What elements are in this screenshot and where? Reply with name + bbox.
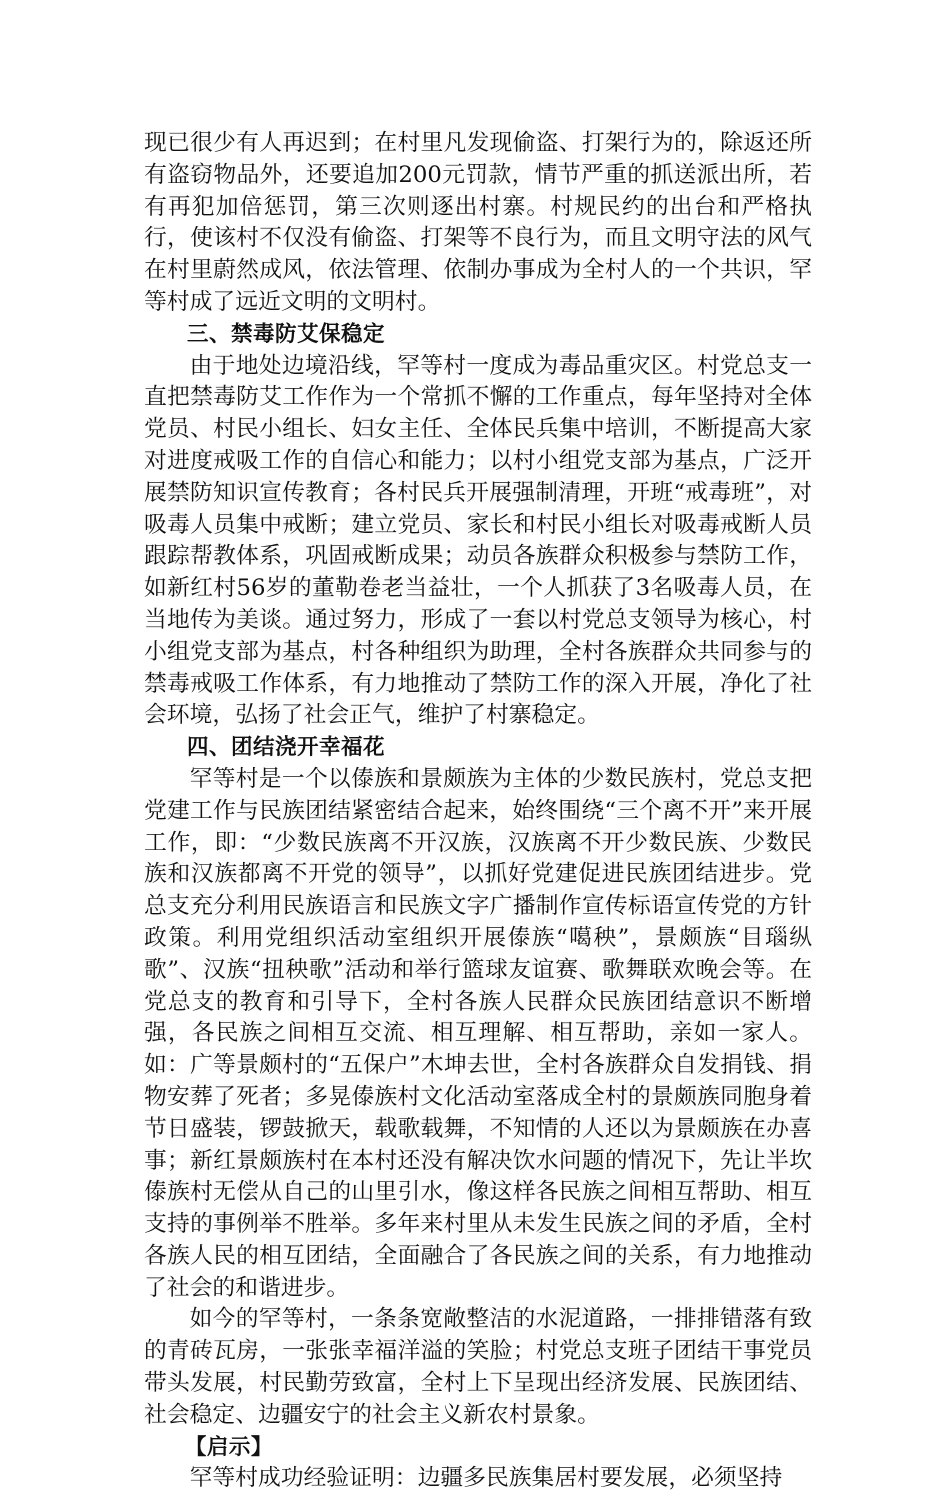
section-heading-drug-control: 三、禁毒防艾保稳定 [187, 321, 386, 347]
paragraph-drug-control: 由于地处边境沿线，罕等村一度成为毒品重灾区。村党总支一直把禁毒防艾工作作为一个常抓不懈的工作重点，每年坚持对全体党员、村民小组长、妇女主任、全体民兵集中培训，不断提高大家对进度戒吸工作的自信心和能力；以村小组党支部为基点，广泛开展禁防知识宣传教育；各村民兵开展强制清理，开班“戒毒班”，对吸毒人员集中戒断；建立党员、家长和村民小组长对吸毒戒断人员跟踪帮教体系，巩固戒断成果；动员各族群众积极参与禁防工作，如新红村56岁的董勒卷老当益壮，一个人抓获了3名吸毒人员，在当地传为美谈。通过努力，形成了一套以村党总支领导为核心，村小组党支部为基点，村各种组织为助理，全村各族群众共同参与的禁毒戒吸工作体系，有力地推动了禁防工作的深入开展，净化了社会环境，弘扬了社会正气，维护了村寨稳定。 [144, 352, 812, 729]
section-heading-unity: 四、团结浇开幸福花 [187, 735, 386, 761]
paragraph-ethnic-unity: 罕等村是一个以傣族和景颇族为主体的少数民族村，党总支把党建工作与民族团结紧密结合起来，始终围绕“三个离不开”来开展工作，即：“少数民族离不开汉族，汉族离不开少数民族、少数民族和汉族都离不开党的领导”，以抓好党建促进民族团结进步。党总支充分利用民族语言和民族文字广播制作宣传标语宣传党的方针政策。利用党组织活动室组织开展傣族“噶秧”，景颇族“目瑙纵歌”、汉族“扭秧歌”活动和举行篮球友谊赛、歌舞联欢晚会等。在党总支的教育和引导下，全村各族人民群众民族团结意识不断增强，各民族之间相互交流、相互理解、相互帮助，亲如一家人。如：广等景颇村的“五保户”木坤去世，全村各族群众自发捐钱、捐物安葬了死者；多晃傣族村文化活动室落成全村的景颇族同胞身着节日盛装，锣鼓掀天，载歌载舞，不知情的人还以为景颇族在办喜事；新红景颇族村在本村还没有解决饮水问题的情况下，先让半坎傣族村无偿从自己的山里引水，像这样各民族之间相互帮助、相互支持的事例举不胜举。多年来村里从未发生民族之间的矛盾，全村各族人民的相互团结，全面融合了各民族之间的关系，有力地推动了社会的和谐进步。 [144, 765, 812, 1301]
section-heading-insight: 【启示】 [184, 1434, 273, 1460]
paragraph-village-rules: 现已很少有人再迟到；在村里凡发现偷盗、打架行为的，除返还所有盗窃物品外，还要追加200元罚款，情节严重的抓送派出所，若有再犯加倍惩罚，第三次则逐出村寨。村规民约的出台和严格执行，使该村不仅没有偷盗、打架等不良行为，而且文明守法的风气在村里蔚然成风，依法管理、依制办事成为全村人的一个共识，罕等村成了远近文明的文明村。 [144, 130, 812, 315]
paragraph-insight: 罕等村成功经验证明：边疆多民族集居村要发展，必须坚持 [189, 1465, 783, 1492]
paragraph-village-today: 如今的罕等村，一条条宽敞整洁的水泥道路，一排排错落有致的青砖瓦房，一张张幸福洋溢的笑脸；村党总支班子团结干事党员带头发展，村民勤劳致富，全村上下呈现出经济发展、民族团结、社会稳定、边疆安宁的社会主义新农村景象。 [144, 1306, 812, 1428]
document-page [144, 128, 812, 1495]
